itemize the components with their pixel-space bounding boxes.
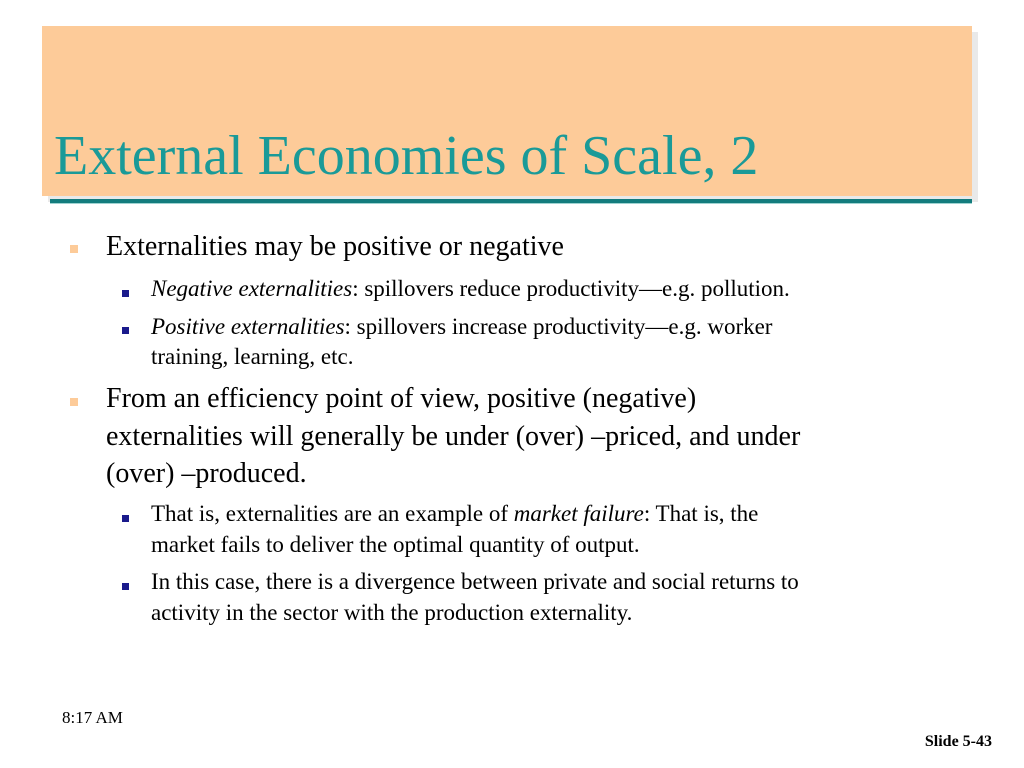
bullet-marker bbox=[70, 245, 78, 253]
sub-bullet-marker bbox=[122, 290, 129, 297]
sub-bullet-emphasis: market failure bbox=[513, 501, 644, 526]
sub-bullet-lead: Negative externalities bbox=[151, 276, 353, 301]
sub-bullet-marker bbox=[122, 327, 129, 334]
sub-bullet-marker bbox=[122, 583, 129, 590]
footer-time: 8:17 AM bbox=[62, 708, 123, 727]
sub-bullet-negative-externalities bbox=[151, 273, 790, 304]
sub-bullet-text: : spillovers reduce productivity—e.g. pollution. bbox=[352, 276, 790, 301]
slide-number: Slide 5-43 bbox=[924, 733, 992, 750]
sub-bullet-continuation: market fails to deliver the optimal quantity of output. bbox=[151, 532, 640, 557]
bullet-2-line-2: externalities will generally be under (over) –priced, and under bbox=[106, 421, 801, 452]
sub-bullet-market-failure bbox=[151, 498, 758, 529]
sub-bullet-continuation: activity in the sector with the production externality. bbox=[151, 600, 633, 625]
bullet-2-line-1: From an efficiency point of view, positive (negative) bbox=[106, 383, 697, 414]
sub-bullet-continuation: training, learning, etc. bbox=[151, 344, 354, 369]
sub-bullet-text: : That is, the bbox=[643, 501, 759, 526]
bullet-2-line-3: (over) –produced. bbox=[106, 458, 307, 489]
sub-bullet-divergence: In this case, there is a divergence between private and social returns to bbox=[151, 569, 799, 594]
bullet-marker bbox=[70, 398, 78, 406]
bullet-1-text: Externalities may be positive or negative bbox=[106, 231, 564, 262]
slide-title: External Economies of Scale, 2 bbox=[54, 125, 759, 187]
sub-bullet-lead: Positive externalities bbox=[151, 314, 345, 339]
sub-bullet-text: : spillovers increase productivity—e.g. worker bbox=[344, 314, 773, 339]
sub-bullet-marker bbox=[122, 515, 129, 522]
sub-bullet-positive-externalities bbox=[151, 311, 772, 342]
sub-bullet-text: That is, externalities are an example of bbox=[151, 501, 514, 526]
